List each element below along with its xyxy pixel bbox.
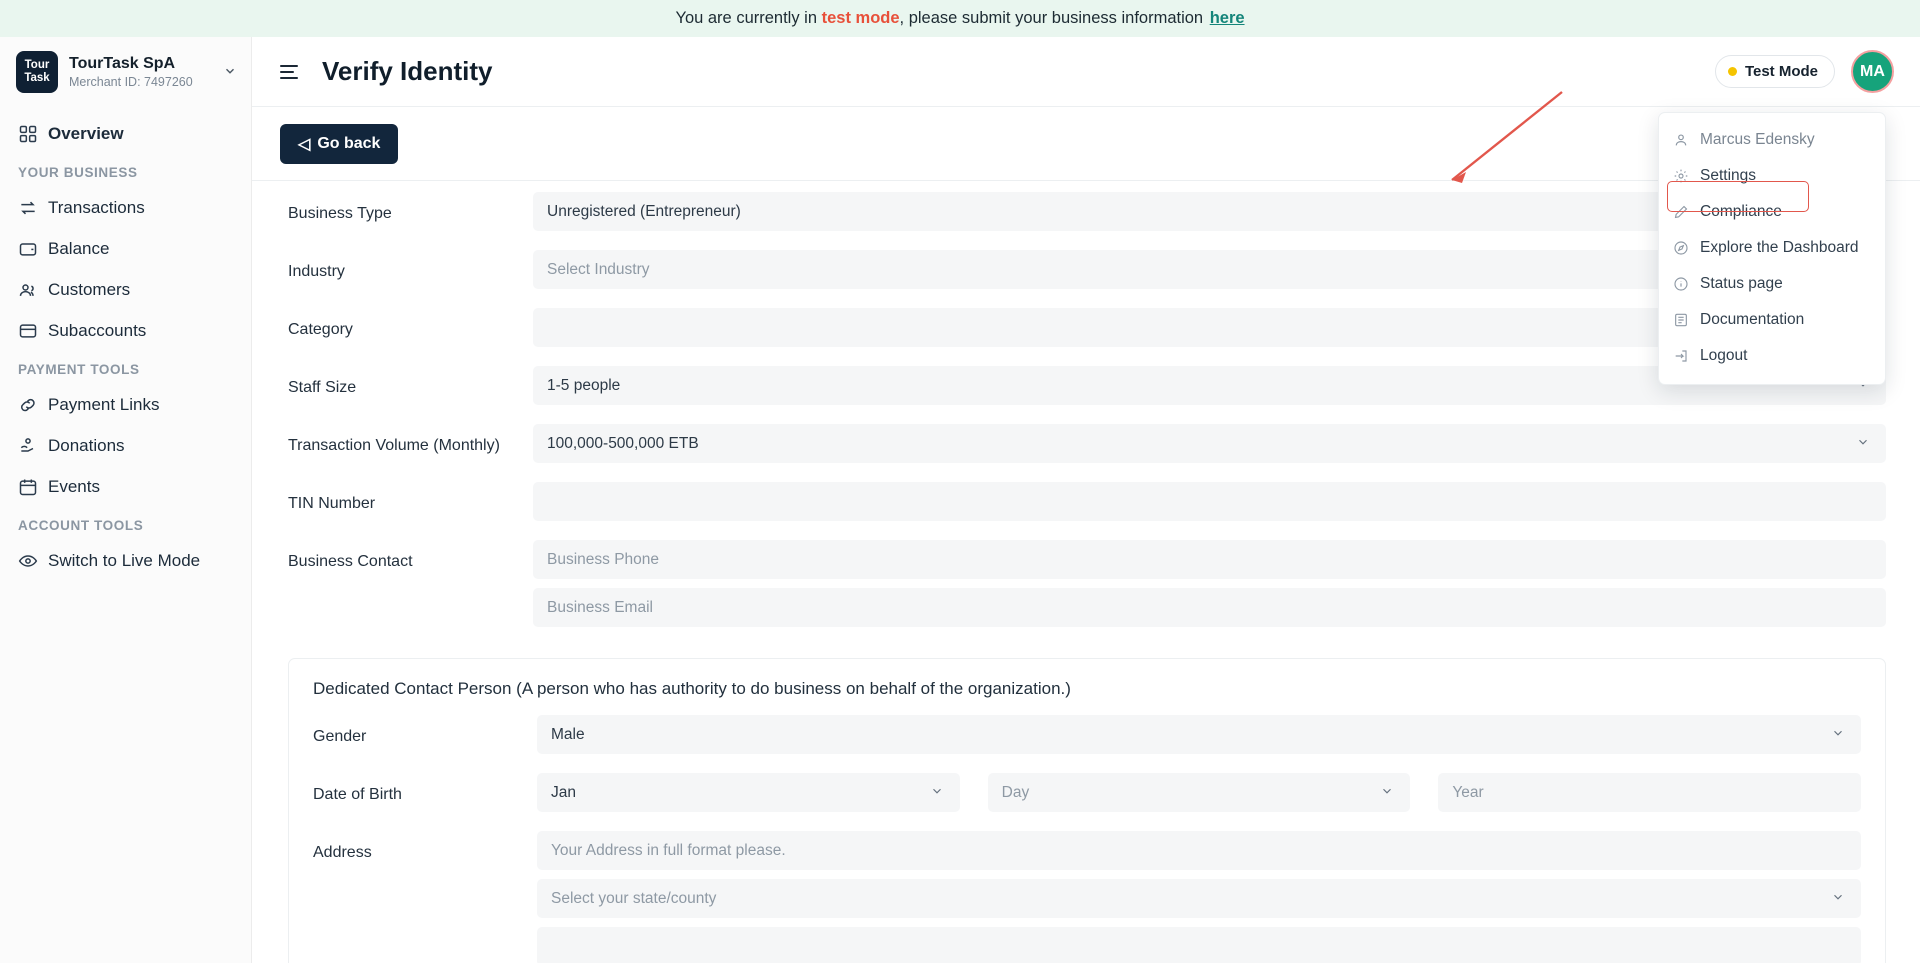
sidebar-item-payment-links[interactable] — [0, 384, 251, 425]
go-back-label: Go back — [317, 135, 381, 152]
sidebar-item-label: Customers — [48, 279, 131, 299]
chevron-down-icon — [1856, 435, 1870, 452]
page-title: Verify Identity — [322, 56, 493, 86]
tin-number-input[interactable] — [533, 482, 1886, 521]
sidebar-item-transactions[interactable] — [0, 187, 251, 228]
sidebar-nav — [0, 107, 251, 581]
sidebar-item-label: Overview — [48, 123, 124, 143]
top-header — [252, 37, 1920, 107]
user-menu — [1658, 112, 1886, 385]
exchange-icon — [18, 198, 48, 218]
menu-item-explore-dashboard[interactable] — [1659, 230, 1885, 266]
gender-value: Male — [551, 725, 585, 743]
eye-icon — [18, 551, 48, 571]
sidebar-item-label: Donations — [48, 435, 125, 455]
sidebar-item-switch-live-mode[interactable] — [0, 540, 251, 581]
gender-select[interactable] — [537, 715, 1861, 754]
pencil-icon — [1673, 204, 1700, 220]
transaction-volume-select[interactable] — [533, 424, 1886, 463]
back-arrow-icon: ◁ — [298, 136, 311, 153]
dedicated-contact-card — [288, 658, 1886, 963]
menu-item-settings[interactable] — [1659, 158, 1885, 194]
test-mode-banner — [0, 0, 1920, 37]
grid-icon — [18, 124, 48, 144]
sidebar-item-subaccounts[interactable] — [0, 310, 251, 351]
go-back-button[interactable] — [280, 124, 398, 164]
sidebar-item-label: Subaccounts — [48, 320, 147, 340]
donation-icon — [18, 436, 48, 456]
business-phone-input[interactable]: Business Phone — [533, 540, 1886, 579]
menu-item-label: Status page — [1700, 275, 1783, 292]
field-date-of-birth — [313, 773, 1861, 821]
banner-text-before: You are currently in — [675, 9, 822, 27]
field-label: Category — [288, 321, 353, 338]
banner-text-after: , please submit your business information — [899, 9, 1208, 27]
menu-item-label: Logout — [1700, 347, 1748, 364]
sidebar-item-balance[interactable] — [0, 228, 251, 269]
brand-switcher[interactable] — [0, 37, 251, 107]
transaction-volume-value: 100,000-500,000 ETB — [547, 434, 699, 452]
brand-logo-line2: Task — [24, 72, 50, 84]
sidebar — [0, 37, 252, 963]
dob-day-select[interactable] — [988, 773, 1411, 812]
avatar[interactable]: MA — [1851, 50, 1894, 93]
field-label: Staff Size — [288, 379, 357, 396]
menu-item-documentation[interactable] — [1659, 302, 1885, 338]
card-icon — [18, 321, 48, 341]
menu-item-label: Documentation — [1700, 311, 1805, 328]
brand-name: TourTask SpA — [69, 55, 176, 72]
chevron-down-icon — [1831, 726, 1845, 743]
field-label: Industry — [288, 263, 345, 280]
field-transaction-volume — [252, 424, 1920, 472]
dob-month-select[interactable] — [537, 773, 960, 812]
sidebar-item-label: Payment Links — [48, 394, 160, 414]
menu-item-label: Marcus Edensky — [1700, 131, 1815, 148]
sidebar-item-label: Switch to Live Mode — [48, 550, 201, 570]
menu-item-logout[interactable] — [1659, 338, 1885, 374]
sidebar-item-label: Balance — [48, 238, 110, 258]
sidebar-item-donations[interactable] — [0, 425, 251, 466]
book-icon — [1673, 312, 1700, 328]
field-label: TIN Number — [288, 495, 376, 512]
sidebar-item-label: Events — [48, 476, 100, 496]
chevron-down-icon — [1831, 890, 1845, 907]
user-icon — [1673, 132, 1700, 148]
field-label: Transaction Volume (Monthly) — [288, 437, 500, 454]
card-title: Dedicated Contact Person (A person who has authority to do business on behalf of the organization.) — [313, 679, 1071, 698]
field-label: Address — [313, 844, 372, 861]
chevron-down-icon — [1380, 784, 1394, 801]
sidebar-item-overview[interactable] — [0, 113, 251, 154]
field-label: Gender — [313, 728, 367, 745]
status-dot-icon — [1728, 67, 1737, 76]
sidebar-item-label: Transactions — [48, 197, 145, 217]
menu-item-compliance[interactable] — [1659, 194, 1885, 230]
link-icon — [18, 395, 48, 415]
address-state-value: Select your state/county — [551, 889, 717, 907]
info-icon — [1673, 276, 1700, 292]
chevron-down-icon[interactable] — [217, 64, 237, 81]
banner-mode-label: test mode — [821, 9, 900, 27]
sidebar-section-account-tools: ACCOUNT TOOLS — [18, 518, 144, 533]
chevron-down-icon — [930, 784, 944, 801]
hamburger-icon[interactable] — [280, 65, 298, 79]
dob-month-value: Jan — [551, 783, 576, 801]
logout-icon — [1673, 348, 1700, 364]
test-mode-label: Test Mode — [1744, 63, 1818, 80]
sidebar-item-events[interactable] — [0, 466, 251, 507]
field-tin-number — [252, 482, 1920, 530]
sidebar-item-customers[interactable] — [0, 269, 251, 310]
merchant-id: Merchant ID: 7497260 — [69, 75, 193, 89]
industry-input[interactable]: Select Industry — [533, 250, 1886, 289]
wallet-icon — [18, 239, 48, 259]
field-label: Date of Birth — [313, 786, 402, 803]
business-email-input[interactable]: Business Email — [533, 588, 1886, 627]
gear-icon — [1673, 168, 1700, 184]
address-extra-input[interactable] — [537, 927, 1861, 963]
field-address — [313, 831, 1861, 963]
dob-year-input[interactable]: Year — [1438, 773, 1861, 812]
field-label: Business Contact — [288, 553, 413, 570]
banner-here-link[interactable]: here — [1209, 9, 1245, 27]
calendar-icon — [18, 477, 48, 497]
menu-item-status-page[interactable] — [1659, 266, 1885, 302]
compass-icon — [1673, 240, 1700, 256]
menu-item-account-name[interactable] — [1659, 122, 1885, 158]
field-business-contact — [252, 540, 1920, 636]
staff-size-value: 1-5 people — [547, 376, 621, 394]
menu-item-label: Settings — [1700, 167, 1757, 184]
business-type-input[interactable]: Unregistered (Entrepreneur) — [533, 192, 1886, 231]
menu-item-label: Explore the Dashboard — [1700, 239, 1859, 256]
status-badge[interactable] — [1715, 55, 1835, 88]
address-street-input[interactable]: Your Address in full format please. — [537, 831, 1861, 870]
field-label: Business Type — [288, 205, 392, 222]
sidebar-section-payment-tools: PAYMENT TOOLS — [18, 362, 140, 377]
address-state-select[interactable] — [537, 879, 1861, 918]
field-gender — [313, 715, 1861, 763]
menu-item-label: Compliance — [1700, 203, 1782, 220]
users-icon — [18, 280, 48, 300]
brand-logo — [16, 51, 58, 93]
brand-logo-line1: Tour — [24, 59, 50, 71]
sidebar-section-your-business: YOUR BUSINESS — [18, 165, 138, 180]
dob-day-value: Day — [1001, 783, 1030, 801]
